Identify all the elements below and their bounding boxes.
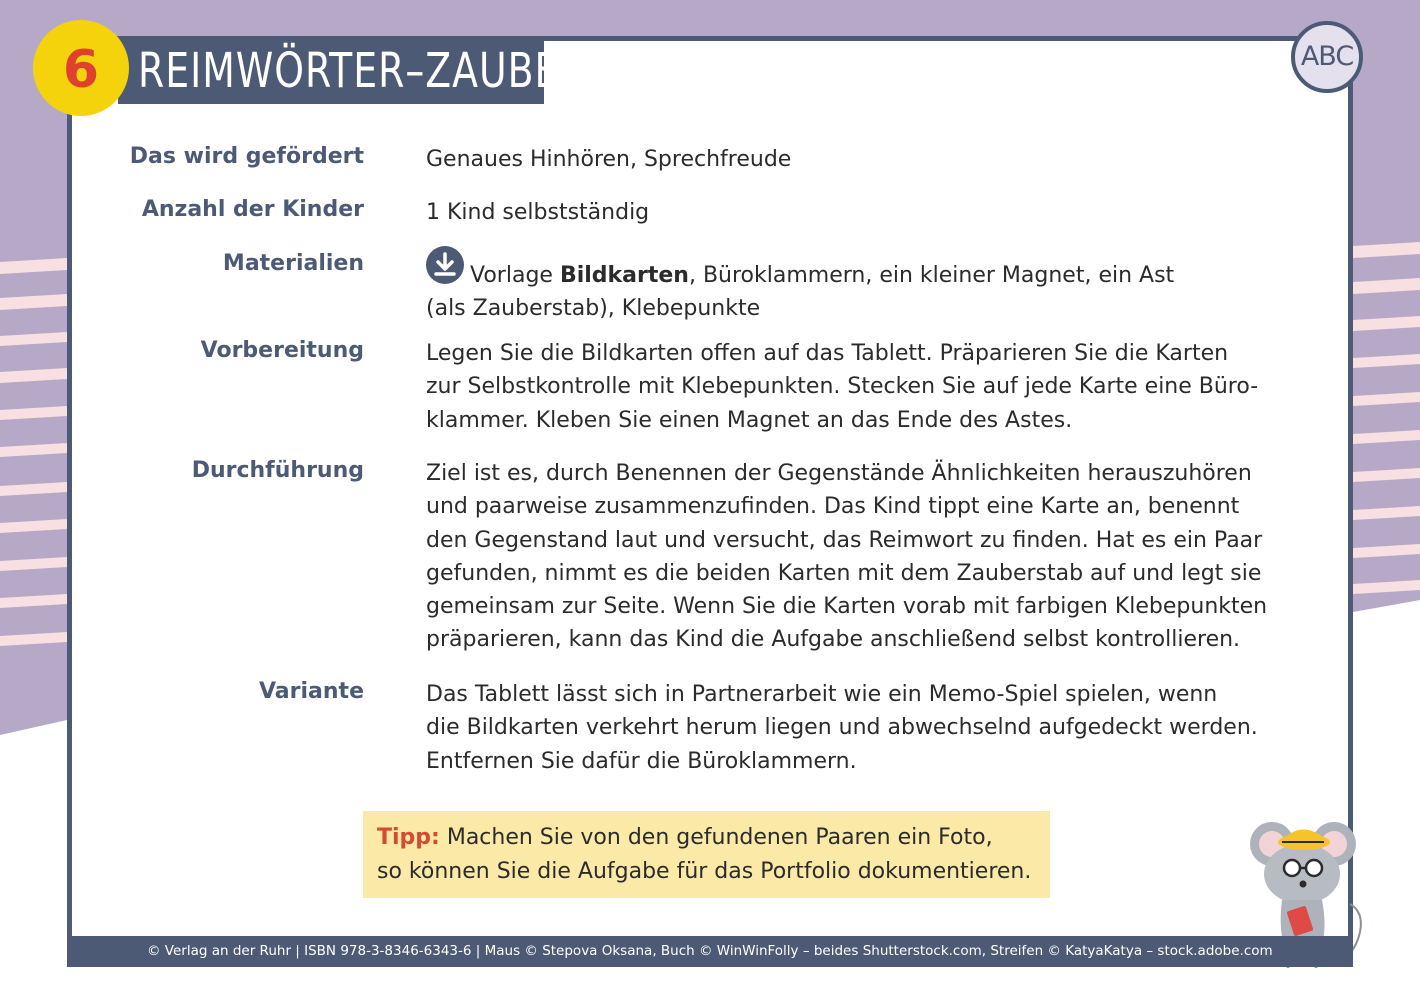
row-value [426,196,1276,229]
row-text-line: den Gegenstand laut und versucht, das Reimwort zu finden. Hat es ein Paar [426,527,1263,553]
row-label: Durchführung [191,458,364,483]
row-label: Materialien [222,251,364,276]
card-title: REIMWÖRTER–ZAUBER [138,42,587,99]
row-text-line: gemeinsam zur Seite. Wenn Sie die Karten vorab mit farbigen Klebepunkten [426,594,1268,620]
tip-box [363,811,1050,898]
row-text-line: (als Zauberstab), Klebepunkte [426,296,761,322]
row-value [426,678,1276,778]
row-text-line: und paarweise zusammenzufinden. Das Kind tippt eine Karte an, benennt [426,494,1240,520]
row-text-line: Ziel ist es, durch Benennen der Gegenstände Ähnlichkeiten herauszuhören [426,461,1252,486]
row-value [426,337,1276,437]
row-value [426,250,1276,326]
materialien-bold-bildkarten: Bildkarten [559,263,689,288]
row-text-line: Legen Sie die Bildkarten offen auf das Tablett. Präparieren Sie die Karten [426,341,1229,366]
download-icon[interactable] [426,246,464,284]
row-text-line: 1 Kind selbstständig [426,200,650,225]
row-text-line: präparieren, kann das Kind die Aufgabe anschließend selbst kontrollieren. [426,627,1241,653]
tip-label: Tipp: [377,825,440,850]
row-text-line: gefunden, nimmt es die beiden Karten mit dem Zauberstab auf und legt sie [426,560,1262,586]
row-label: Vorbereitung [200,338,364,363]
tip-text-line: so können Sie die Aufgabe für das Portfolio dokumentieren. [377,858,1032,884]
card-number: 6 [62,40,100,100]
tip-text-line: Machen Sie von den gefundenen Paaren ein Foto, [439,825,993,850]
row-text-line: Entfernen Sie dafür die Büroklammern. [426,748,857,774]
row-text-line: zur Selbstkontrolle mit Klebepunkten. Stecken Sie auf jede Karte eine Büro- [426,374,1259,400]
row-text-line: Das Tablett lässt sich in Partnerarbeit wie ein Memo-Spiel spielen, wenn [426,682,1218,707]
materialien-text-post: , Büroklammern, ein kleiner Magnet, ein Ast [688,263,1175,288]
row-text-line: klammer. Kleben Sie einen Magnet an das Ende des Astes. [426,407,1073,433]
row-value [426,457,1276,657]
materialien-text-pre: Vorlage [470,263,560,288]
row-value [426,143,1276,176]
row-label: Das wird gefördert [129,144,364,169]
abc-badge: ABC [1291,21,1363,93]
row-label: Anzahl der Kinder [141,197,364,222]
row-text-line: die Bildkarten verkehrt herum liegen und abwechselnd aufgedeckt werden. [426,715,1258,741]
row-label: Variante [258,679,364,704]
row-text-line: Genaues Hinhören, Sprechfreude [426,147,792,172]
copyright-footer: © Verlag an der Ruhr | ISBN 978-3-8346-6343-6 | Maus © Stepova Oksana, Buch © WinWinFolly – beides Shutterstock.com, Streifen © KatyaKatya – stock.adobe.com [67,936,1353,967]
